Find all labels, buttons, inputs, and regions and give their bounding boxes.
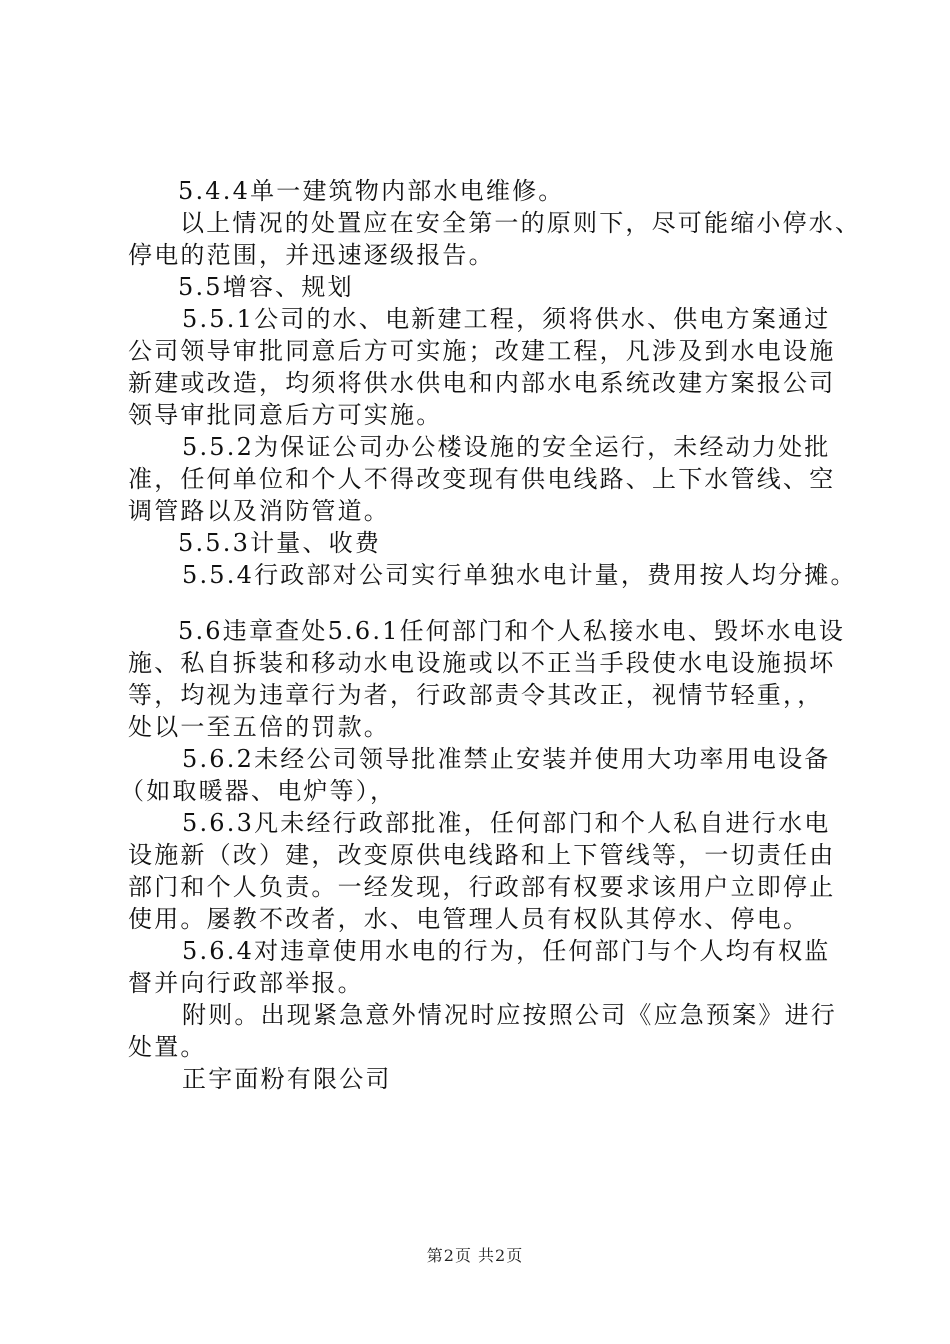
text-line: 5.6违章查处5.6.1任何部门和个人私接水电、毁坏水电设 [178, 617, 846, 645]
page-footer: 第2页 共2页 [426, 1246, 524, 1265]
section-heading: 5.5.3计量、收费 [178, 529, 382, 557]
text-line: 5.4.4单一建筑物内部水电维修。 [178, 177, 565, 205]
text-line: 5.5.4行政部对公司实行单独水电计量，费用按人均分摊。 [182, 561, 857, 589]
text-line: 以上情况的处置应在安全第一的原则下，尽可能缩小停水、 [180, 209, 862, 237]
text-line: 新建或改造，均须将供水供电和内部水电系统改建方案报公司 [128, 369, 836, 397]
text-line: 调管路以及消防管道。 [128, 497, 390, 525]
text-line: 施、私自拆装和移动水电设施或以不正当手段使水电设施损坏 [128, 649, 836, 677]
text-line: 等，均视为违章行为者，行政部责令其改正，视情节轻重，， [128, 681, 824, 709]
text-line: 停电的范围，并迅速逐级报告。 [128, 241, 495, 269]
text-line: 5.6.3凡未经行政部批准，任何部门和个人私自进行水电 [182, 809, 831, 837]
text-line: 5.6.2未经公司领导批准禁止安装并使用大功率用电设备 [182, 745, 831, 773]
text-line: 准，任何单位和个人不得改变现有供电线路、上下水管线、空 [128, 465, 836, 493]
text-line: 使用。屡教不改者，水、电管理人员有权队其停水、停电。 [128, 905, 810, 933]
text-line: 5.5.2为保证公司办公楼设施的安全运行，未经动力处批 [182, 433, 831, 461]
text-line: 5.6.4对违章使用水电的行为，任何部门与个人均有权监 [182, 937, 831, 965]
text-line: 公司领导审批同意后方可实施；改建工程，凡涉及到水电设施 [128, 337, 836, 365]
text-line: 督并向行政部举报。 [128, 969, 364, 997]
text-line: 处置。 [128, 1033, 207, 1061]
section-heading: 5.5增容、规划 [178, 273, 354, 301]
text-line: 附则。出现紧急意外情况时应按照公司《应急预案》进行 [182, 1001, 837, 1029]
text-line: 设施新（改）建，改变原供电线路和上下管线等，一切责任由 [128, 841, 836, 869]
text-line: 5.5.1公司的水、电新建工程，须将供水、供电方案通过 [182, 305, 831, 333]
text-line: （如取暖器、电炉等）， [120, 777, 397, 805]
text-line: 部门和个人负责。一经发现，行政部有权要求该用户立即停止 [128, 873, 836, 901]
text-line: 处以一至五倍的罚款。 [128, 713, 390, 741]
company-signature: 正宇面粉有限公司 [182, 1065, 392, 1093]
text-line: 领导审批同意后方可实施。 [128, 401, 443, 429]
